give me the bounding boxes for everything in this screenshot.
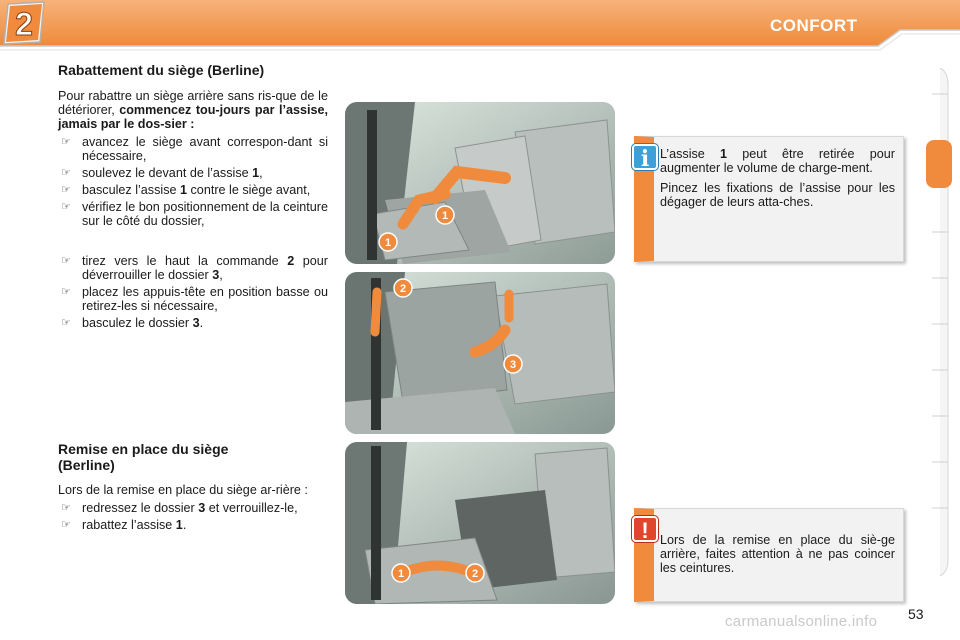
callout-label: 1 [384, 237, 392, 249]
info-icon: i [632, 144, 658, 170]
illustration-seat-backrest [345, 272, 615, 434]
list-item: ☞ redressez le dossier 3 et verrouillez-le, [61, 501, 298, 515]
illustration-seat-reinstall [345, 442, 615, 604]
chapter-number-badge [0, 0, 50, 46]
info-text: L’assise 1 peut être retirée pour augmenter le volume de charge-ment. Pincez les fixations de l’assise pour les dégager de leurs atta-ches. [660, 147, 895, 209]
pointing-hand-icon: ☞ [61, 255, 71, 267]
list-item: ☞ avancez le siège avant correspon-dant si nécessaire, [61, 135, 328, 163]
list-item: ☞ rabattez l’assise 1. [61, 518, 187, 532]
page-header [0, 0, 960, 58]
intro-paragraph: Lors de la remise en place du siège ar-rière : [58, 483, 308, 497]
info-box [634, 136, 904, 262]
section-reinstall-seat [58, 441, 328, 535]
page-number: 53 [908, 606, 924, 622]
watermark: carmanualsonline.info [725, 613, 878, 630]
pointing-hand-icon: ☞ [61, 317, 71, 329]
list-item: ☞ basculez le dossier 3. [61, 316, 204, 330]
pointing-hand-icon: ☞ [61, 136, 71, 148]
steps-list-b [58, 254, 328, 330]
callout-label: 3 [509, 359, 517, 371]
callout-label: 1 [441, 210, 449, 222]
section-title: Remise en place du siège (Berline) [58, 441, 229, 473]
chapter-number: 2 [15, 6, 33, 42]
pointing-hand-icon: ☞ [61, 502, 71, 514]
pointing-hand-icon: ☞ [61, 519, 71, 531]
pointing-hand-icon: ☞ [61, 184, 71, 196]
pointing-hand-icon: ☞ [61, 286, 71, 298]
chapter-title: CONFORT [770, 16, 858, 35]
steps-list-a [58, 135, 328, 228]
pointing-hand-icon: ☞ [61, 201, 71, 213]
illustration-seat-cushion [345, 102, 615, 264]
intro-paragraph: Pour rabattre un siège arrière sans ris-que de le détériorer, commencez tou-jours par l’assise, jamais par le dos-sier : [58, 89, 328, 131]
warning-text: Lors de la remise en place du siè-ge arrière, faites attention à ne pas coincer les ceintures. [660, 533, 895, 575]
callout-label: 2 [399, 283, 407, 295]
callout-label: 2 [471, 568, 479, 580]
active-chapter-tab[interactable] [926, 140, 952, 188]
section-title: Rabattement du siège (Berline) [58, 62, 265, 78]
section-folding-seat [58, 62, 328, 333]
list-item: ☞ placez les appuis-tête en position basse ou retirez-les si nécessaire, [61, 285, 328, 313]
list-item: ☞ basculez l’assise 1 contre le siège avant, [61, 183, 311, 197]
pointing-hand-icon: ☞ [61, 167, 71, 179]
list-item: ☞ tirez vers le haut la commande 2 pour déverrouiller le dossier 3, [61, 254, 328, 282]
callout-label: 1 [397, 568, 405, 580]
steps-list [58, 501, 328, 532]
chapter-tab-bar [926, 68, 952, 576]
warning-box [634, 508, 904, 602]
list-item: ☞ soulevez le devant de l’assise 1, [61, 166, 263, 180]
warning-icon: ! [632, 516, 658, 542]
list-item: ☞ vérifiez le bon positionnement de la ceinture sur le côté du dossier, [61, 200, 328, 228]
